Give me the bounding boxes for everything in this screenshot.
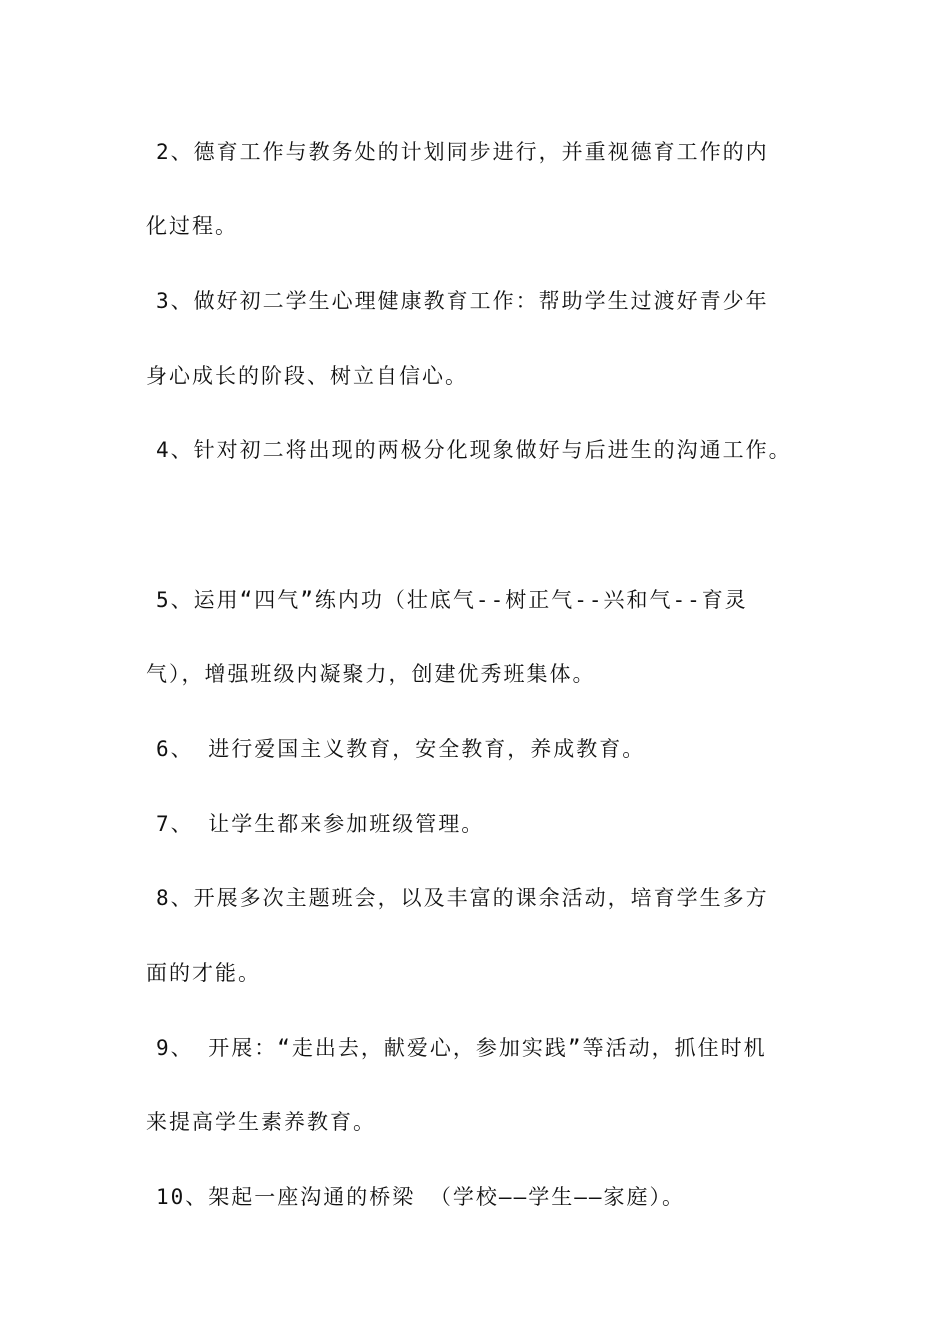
item-6-line-1: 6、 进行爱国主义教育，安全教育，养成教育。 [156, 737, 646, 761]
item-2-line-2: 化过程。 [146, 214, 238, 238]
item-2-line-1: 2、德育工作与教务处的计划同步进行，并重视德育工作的内 [156, 140, 769, 164]
item-9-line-1: 9、 开展：“走出去，献爱心，参加实践”等活动，抓住时机 [156, 1036, 767, 1060]
item-5-line-1: 5、运用“四气”练内功（壮底气--树正气--兴和气--育灵 [156, 588, 748, 612]
item-4-line-1: 4、针对初二将出现的两极分化现象做好与后进生的沟通工作。 [156, 438, 792, 462]
item-8-line-1: 8、开展多次主题班会，以及丰富的课余活动，培育学生多方 [156, 886, 769, 910]
item-5-line-2: 气），增强班级内凝聚力，创建优秀班集体。 [146, 662, 596, 686]
item-3-line-2: 身心成长的阶段、树立自信心。 [146, 364, 468, 388]
item-3-line-1: 3、做好初二学生心理健康教育工作：帮助学生过渡好青少年 [156, 289, 769, 313]
item-7-line-1: 7、 让学生都来参加班级管理。 [156, 812, 485, 836]
item-8-line-2: 面的才能。 [146, 961, 261, 985]
item-9-line-2: 来提高学生素养教育。 [146, 1110, 376, 1134]
item-10-line-1: 10、架起一座沟通的桥梁 （学校——学生——家庭）。 [156, 1185, 685, 1209]
